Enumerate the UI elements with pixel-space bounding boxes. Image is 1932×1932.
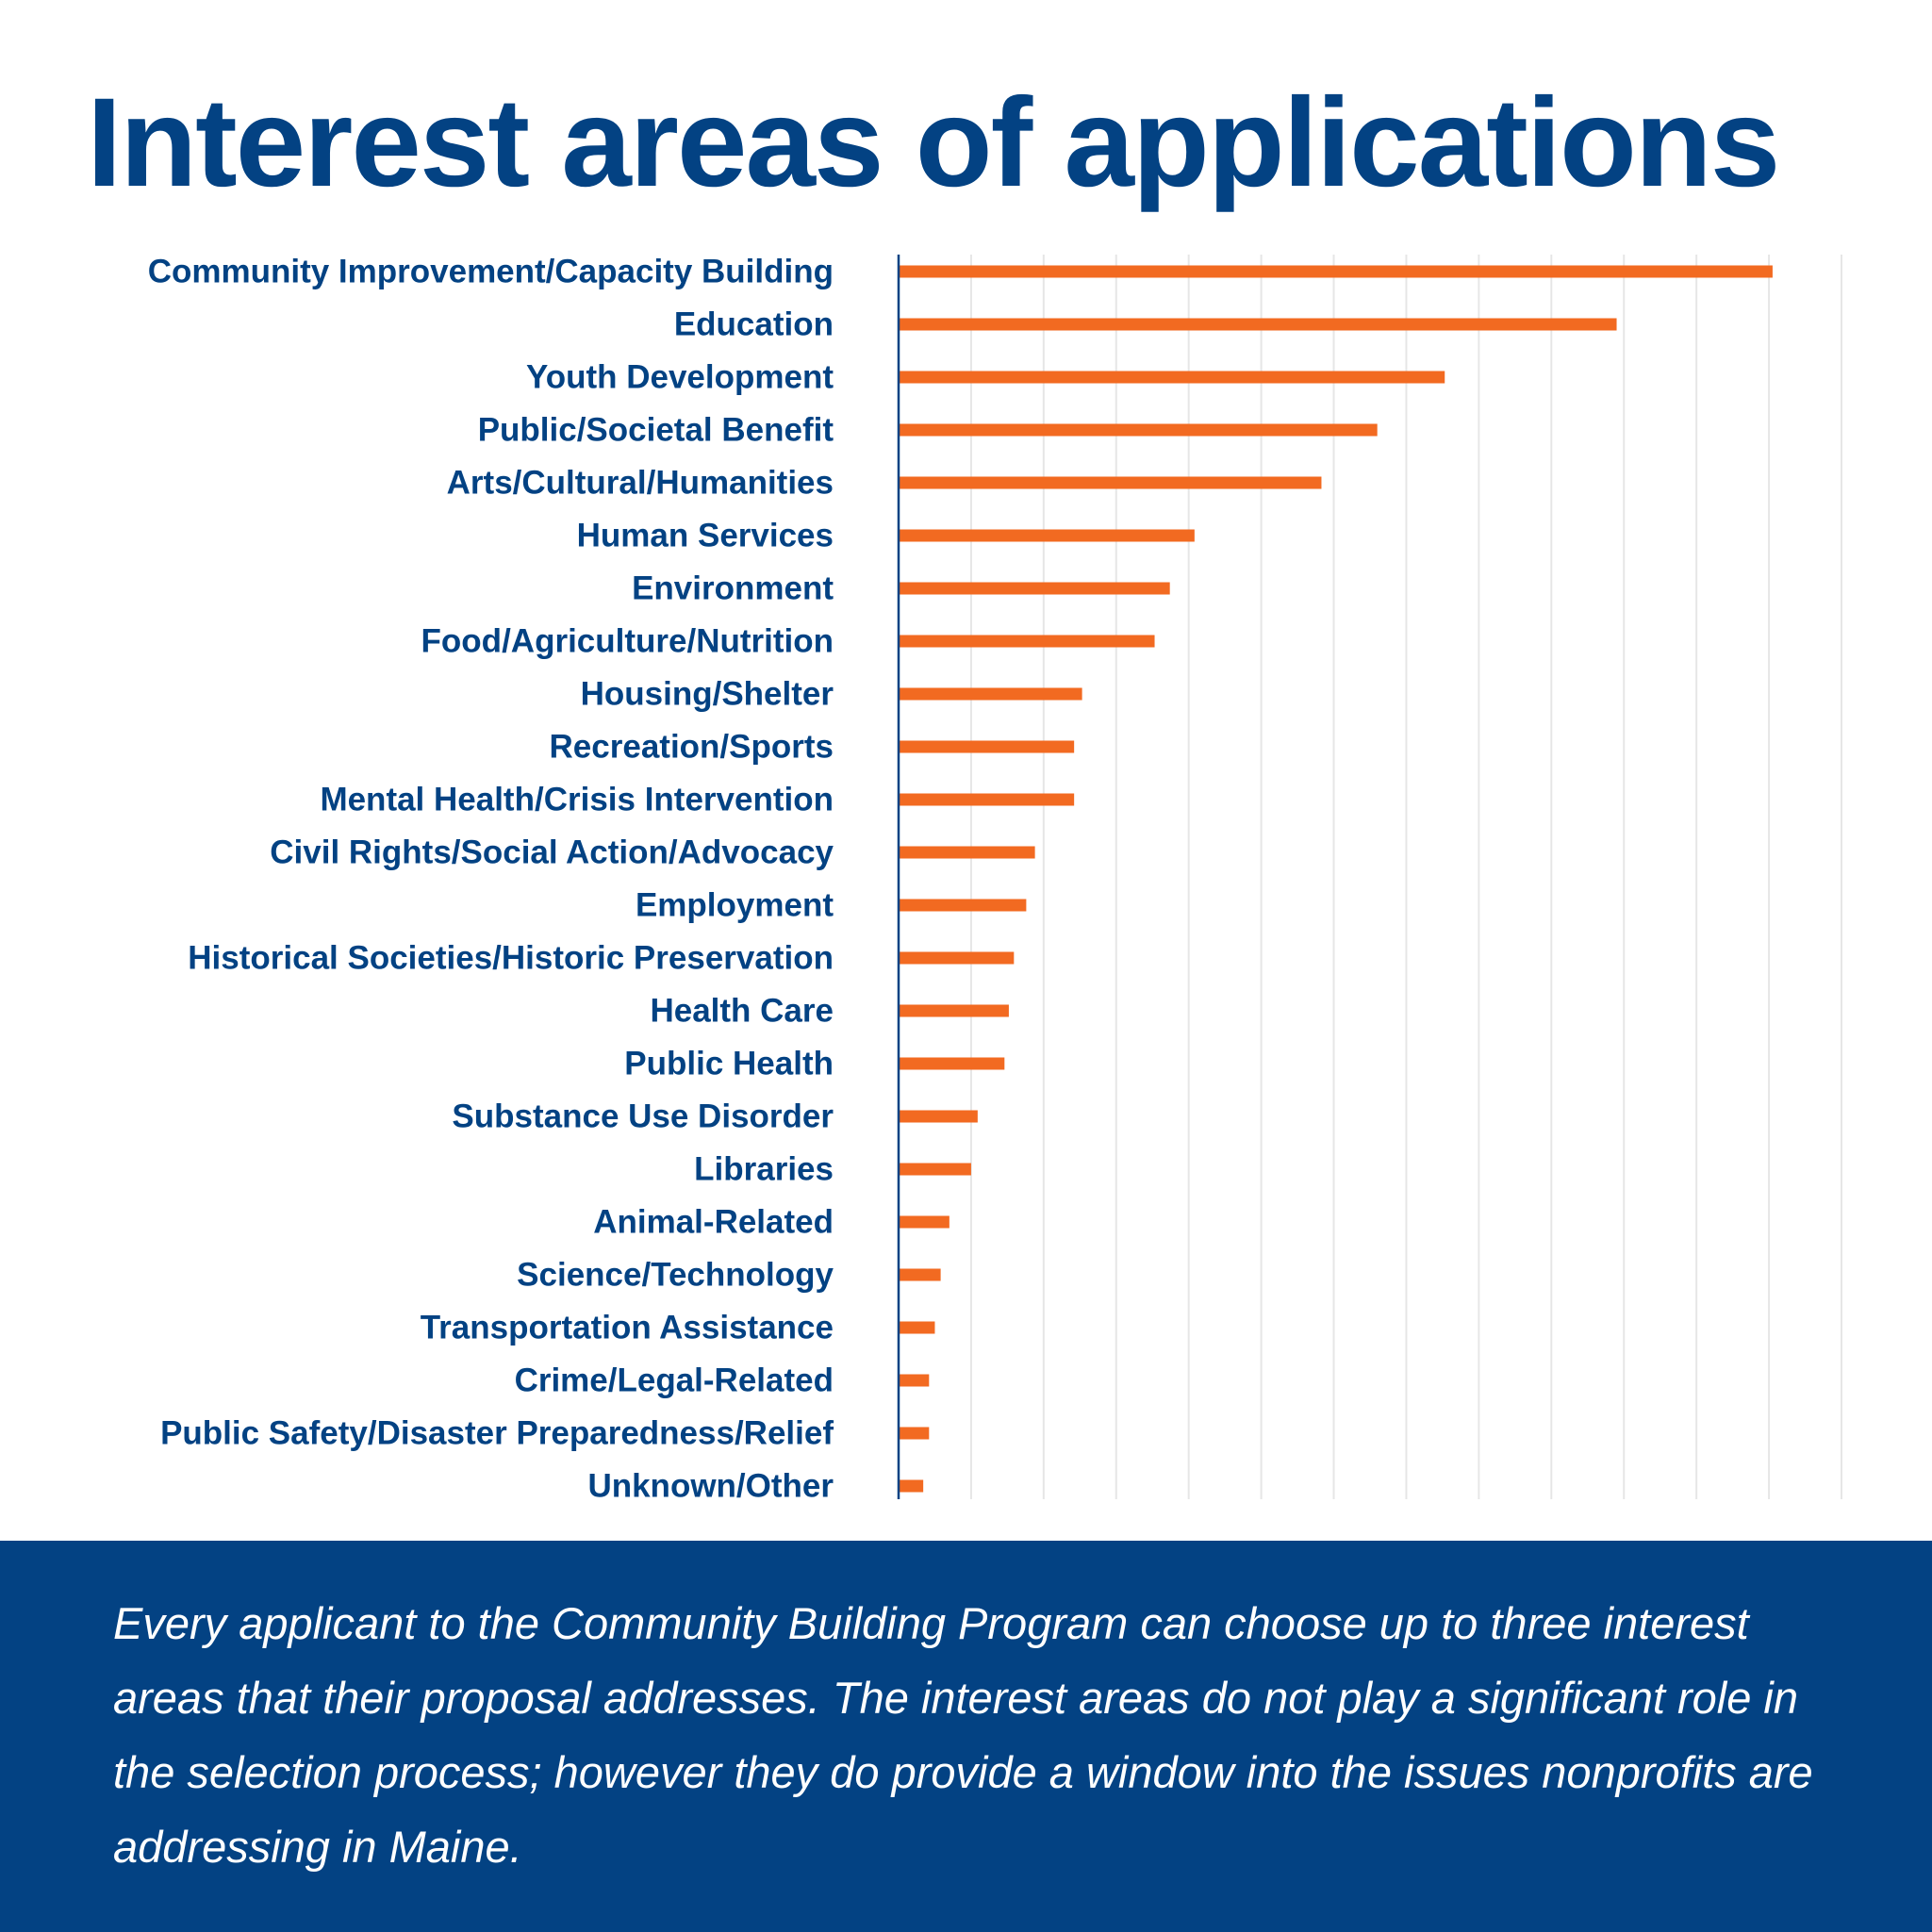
grid-lines xyxy=(971,255,1841,1499)
category-label: Environment xyxy=(632,570,834,607)
bar xyxy=(899,1428,929,1440)
bars xyxy=(899,266,1773,1493)
category-label: Animal-Related xyxy=(593,1203,834,1241)
category-label: Housing/Shelter xyxy=(580,675,834,713)
category-label: Education xyxy=(673,305,834,343)
category-label: Public Health xyxy=(624,1045,834,1082)
category-label: Historical Societies/Historic Preservation xyxy=(188,939,834,977)
category-label: Human Services xyxy=(576,517,834,554)
category-label: Libraries xyxy=(694,1150,834,1188)
bar xyxy=(899,741,1074,753)
bar xyxy=(899,847,1035,859)
category-label: Civil Rights/Social Action/Advocacy xyxy=(270,834,834,871)
bar xyxy=(899,424,1378,437)
bar xyxy=(899,900,1026,912)
bar xyxy=(899,319,1617,331)
category-label: Public Safety/Disaster Preparedness/Relief xyxy=(160,1414,834,1452)
category-label: Science/Technology xyxy=(517,1256,834,1294)
category-label: Transportation Assistance xyxy=(420,1309,834,1346)
bar xyxy=(899,372,1445,384)
bar xyxy=(899,688,1082,701)
bar xyxy=(899,583,1170,595)
bar xyxy=(899,530,1195,542)
page-title: Interest areas of applications xyxy=(87,73,1779,213)
bar xyxy=(899,1269,941,1281)
category-label: Mental Health/Crisis Intervention xyxy=(320,781,834,818)
bar xyxy=(899,1164,971,1176)
bar xyxy=(899,1216,949,1229)
bar xyxy=(899,266,1773,278)
category-labels xyxy=(148,254,834,1505)
bar xyxy=(899,636,1155,648)
bar xyxy=(899,794,1074,806)
category-label: Substance Use Disorder xyxy=(452,1098,834,1135)
bar xyxy=(899,1111,978,1123)
bar xyxy=(899,1375,929,1387)
bar xyxy=(899,1058,1004,1070)
bar xyxy=(899,1480,923,1493)
category-label: Youth Development xyxy=(525,358,834,396)
category-label: Unknown/Other xyxy=(587,1467,834,1505)
category-label: Health Care xyxy=(650,992,834,1030)
footer-description: Every applicant to the Community Building Program can choose up to three interest areas that their proposal addresses. The interest areas do not play a significant role in the selection process; however they do provide a window into the issues nonprofits are addressing in Maine. xyxy=(113,1598,1813,1872)
category-label: Public/Societal Benefit xyxy=(477,411,834,449)
category-label: Community Improvement/Capacity Building xyxy=(147,253,834,290)
category-label: Recreation/Sports xyxy=(549,728,834,766)
footer-banner xyxy=(0,1541,1932,1932)
bar xyxy=(899,477,1321,489)
category-label: Crime/Legal-Related xyxy=(514,1362,834,1399)
category-label: Food/Agriculture/Nutrition xyxy=(421,622,834,660)
bar xyxy=(899,1005,1009,1017)
bar xyxy=(899,952,1014,965)
category-label: Arts/Cultural/Humanities xyxy=(446,464,834,502)
bar xyxy=(899,1322,934,1334)
category-label: Employment xyxy=(635,886,834,924)
